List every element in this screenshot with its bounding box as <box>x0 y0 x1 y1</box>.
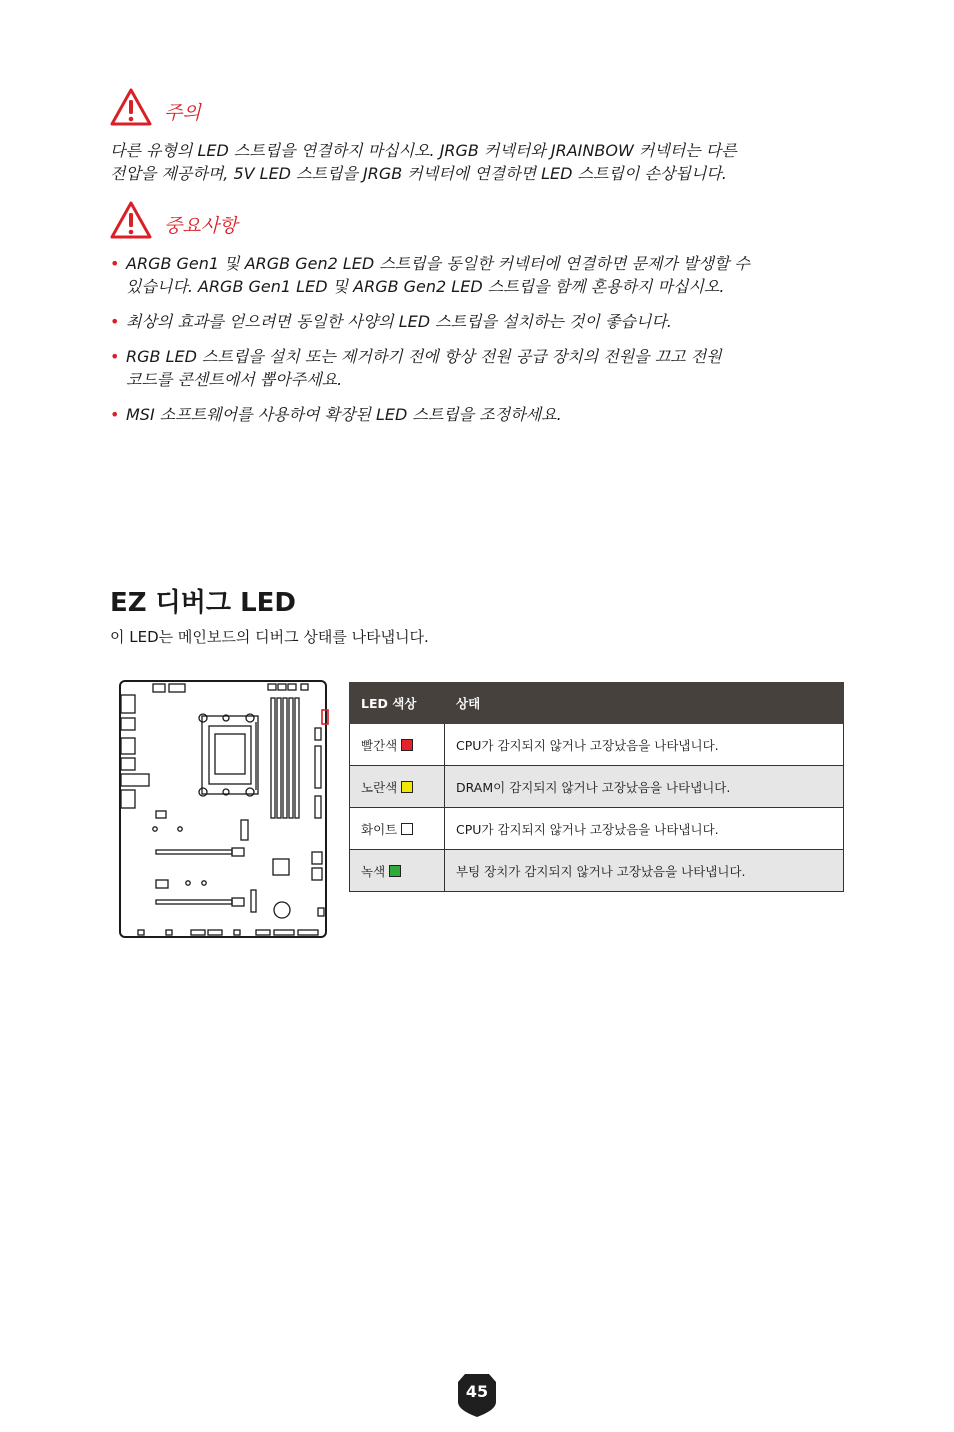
led-color-label: 빨간색 <box>361 737 398 753</box>
led-status-cell: DRAM이 감지되지 않거나 고장났음을 나타냅니다. <box>445 766 844 808</box>
table-row <box>350 766 844 808</box>
bullet-icon: • <box>110 405 120 424</box>
led-color-cell <box>350 850 445 892</box>
red-swatch-icon <box>401 739 413 751</box>
led-color-label: 노란색 <box>361 779 398 795</box>
important-heading <box>110 201 237 239</box>
section-subtitle: 이 LED는 메인보드의 디버그 상태를 나타냅니다. <box>110 628 429 646</box>
caution-heading <box>110 88 201 126</box>
table-header-row <box>350 683 844 724</box>
bullet-icon: • <box>110 347 120 366</box>
led-status-cell: CPU가 감지되지 않거나 고장났음을 나타냅니다. <box>445 808 844 850</box>
bullet-line: 최상의 효과를 얻으려면 동일한 사양의 LED 스트립을 설치하는 것이 좋습니다. <box>126 312 672 331</box>
caution-line: 다른 유형의 LED 스트립을 연결하지 마십시오. JRGB 커넥터와 JRAINBOW 커넥터는 다른 <box>110 141 737 160</box>
page-number: 45 <box>465 1382 489 1401</box>
white-swatch-icon <box>401 823 413 835</box>
bullet-icon: • <box>110 254 120 273</box>
caution-line: 전압을 제공하며, 5V LED 스트립을 JRGB 커넥터에 연결하면 LED 스트립이 손상됩니다. <box>110 164 727 183</box>
led-status-cell: 부팅 장치가 감지되지 않거나 고장났음을 나타냅니다. <box>445 850 844 892</box>
header-led-color: LED 색상 <box>350 683 445 724</box>
bullet-line: 있습니다. ARGB Gen1 LED 및 ARGB Gen2 LED 스트립을 함께 혼용하지 마십시오. <box>126 277 725 296</box>
list-item <box>110 403 850 426</box>
bullet-line: 코드를 콘센트에서 뽑아주세요. <box>126 370 343 389</box>
bullet-line: RGB LED 스트립을 설치 또는 제거하기 전에 항상 전원 공급 장치의 전원을 끄고 전원 <box>126 347 722 366</box>
list-item <box>110 252 850 298</box>
important-list <box>110 252 850 438</box>
table-row <box>350 808 844 850</box>
page-number-badge <box>457 1372 497 1418</box>
caution-text <box>110 139 850 185</box>
led-color-cell <box>350 724 445 766</box>
section-title: EZ 디버그 LED <box>110 588 296 618</box>
yellow-swatch-icon <box>401 781 413 793</box>
motherboard-diagram-icon <box>116 678 330 940</box>
bullet-line: MSI 소프트웨어를 사용하여 확장된 LED 스트립을 조정하세요. <box>126 405 562 424</box>
caution-title: 주의 <box>164 101 201 124</box>
led-status-table <box>349 682 844 892</box>
bullet-line: ARGB Gen1 및 ARGB Gen2 LED 스트립을 동일한 커넥터에 연결하면 문제가 발생할 수 <box>126 254 750 273</box>
led-color-label: 녹색 <box>361 863 386 879</box>
header-status: 상태 <box>445 683 844 724</box>
led-color-label: 화이트 <box>361 821 398 837</box>
green-swatch-icon <box>389 865 401 877</box>
bullet-icon: • <box>110 312 120 331</box>
list-item <box>110 345 850 391</box>
led-color-cell <box>350 808 445 850</box>
important-title: 중요사항 <box>164 214 238 237</box>
list-item <box>110 310 850 333</box>
table-row <box>350 850 844 892</box>
warning-triangle-icon <box>110 201 152 239</box>
warning-triangle-icon <box>110 88 152 126</box>
led-status-cell: CPU가 감지되지 않거나 고장났음을 나타냅니다. <box>445 724 844 766</box>
table-row <box>350 724 844 766</box>
led-color-cell <box>350 766 445 808</box>
